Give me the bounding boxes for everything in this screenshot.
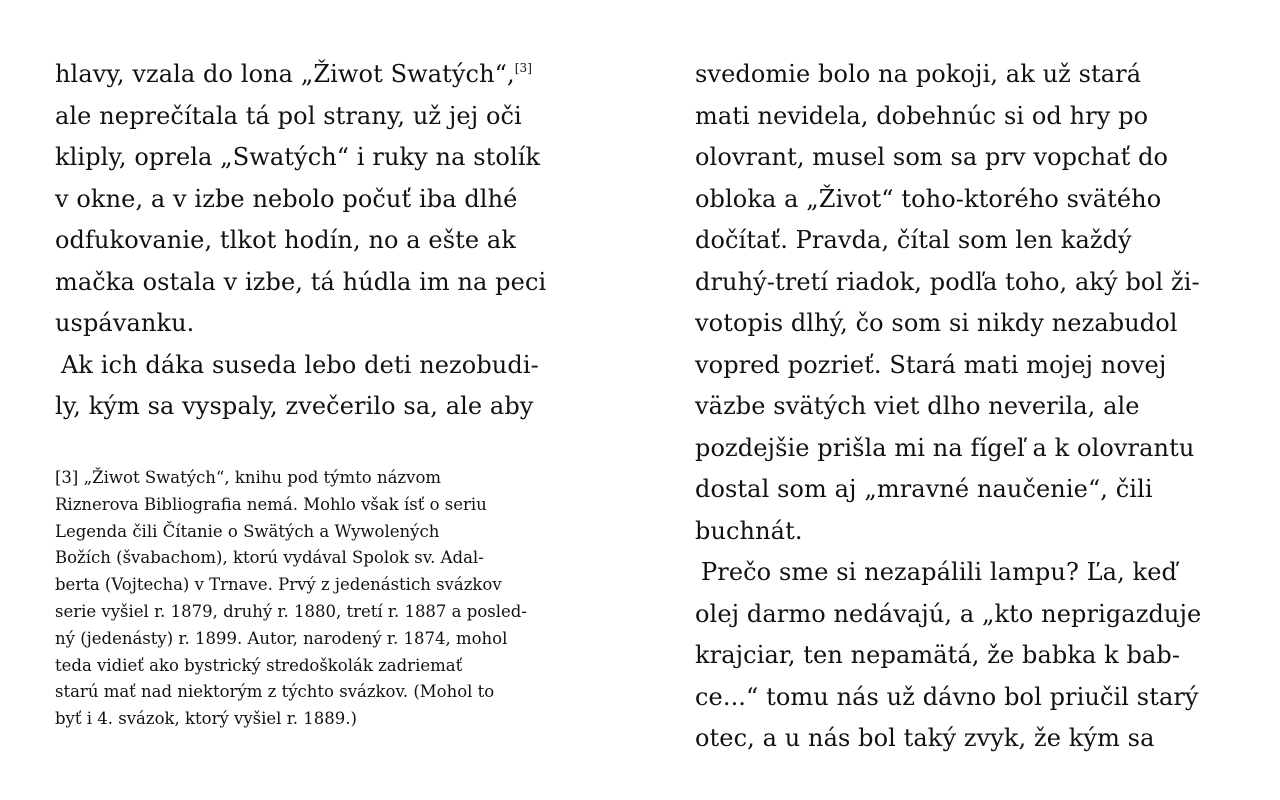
text-line: ce...“ tomu nás už dávno bol priučil starý — [695, 682, 1199, 711]
footnote-line: starú mať nad niektorým z týchto svázkov. (Mohol to — [55, 682, 495, 702]
left-page-text — [55, 54, 595, 428]
text-line: dostal som aj „mravné naučenie“, čili — [695, 475, 1153, 503]
text-line: obloka a „Život“ toho-ktorého svätého — [695, 184, 1162, 213]
right-page-text — [695, 54, 1255, 760]
text-line: mačka ostala v izbe, tá húdla im na peci — [55, 267, 547, 296]
text-line: pozdejšie prišla mi na fígeľ a k olovrantu — [695, 433, 1195, 462]
text-line: dočítať. Pravda, čítal som len každý — [695, 226, 1132, 254]
footnote-line: teda vidieť ako bystrický stredoškolák zadriemať — [55, 655, 463, 675]
footnote-block — [55, 465, 595, 733]
footnote-line: berta (Vojtecha) v Trnave. Prvý z jedenástich svázkov — [55, 575, 502, 595]
footnote-line: byť i 4. svázok, ktorý vyšiel r. 1889.) — [55, 709, 357, 729]
text-line — [55, 54, 595, 96]
footnote-line: serie vyšiel r. 1879, druhý r. 1880, tretí r. 1887 a posled- — [55, 601, 527, 621]
paragraph-start-line: Prečo sme si nezapálili lampu? Ľa, keď — [701, 558, 1177, 586]
text-line: väzbe svätých viet dlho neverila, ale — [695, 392, 1140, 420]
text-line: odfukovanie, tlkot hodín, no a ešte ak — [55, 226, 516, 254]
text-line: svedomie bolo na pokoji, ak už stará — [695, 60, 1142, 88]
footnote-line: Božích (švabachom), ktorú vydával Spolok sv. Adal- — [55, 548, 484, 568]
text-line: druhý-tretí riadok, podľa toho, aký bol ži- — [695, 267, 1200, 296]
text-line: krajciar, ten nepamätá, že babka k bab- — [695, 641, 1181, 669]
footnote-line: Riznerova Bibliografia nemá. Mohlo však ísť o seriu — [55, 494, 487, 514]
text-line: kliply, oprela „Swatých“ i ruky na stolík — [55, 143, 541, 171]
text-line: v okne, a v izbe nebolo počuť iba dlhé — [55, 184, 518, 213]
footnote-line: [3] „Žiwot Swatých“, knihu pod týmto názvom — [55, 468, 442, 487]
text-line: mati nevidela, dobehnúc si od hry po — [695, 101, 1149, 130]
text-line-content: hlavy, vzala do lona „Žiwot Swatých“, — [55, 60, 515, 88]
text-line: ly, kým sa vyspaly, zvečerilo sa, ale aby — [55, 392, 534, 420]
text-line: ale neprečítala tá pol strany, už jej oči — [55, 101, 522, 130]
paragraph-start-line: Ak ich dáka suseda lebo deti nezobudi- — [61, 350, 539, 379]
text-line: uspávanku. — [55, 309, 195, 337]
text-line: buchnát. — [695, 516, 803, 545]
footnote-reference: [3] — [514, 61, 533, 75]
footnote-line: Legenda čili Čítanie o Swätých a Wywolených — [55, 521, 440, 541]
text-line: votopis dlhý, čo som si nikdy nezabudol — [695, 309, 1178, 337]
text-line: vopred pozrieť. Stará mati mojej novej — [695, 350, 1167, 379]
footnote-line: ný (jedenásty) r. 1899. Autor, narodený r. 1874, mohol — [55, 628, 508, 648]
text-line: olej darmo nedávajú, a „kto neprigazduje — [695, 599, 1202, 628]
text-line: olovrant, musel som sa prv vopchať do — [695, 143, 1169, 171]
text-line: otec, a u nás bol taký zvyk, že kým sa — [695, 724, 1155, 752]
